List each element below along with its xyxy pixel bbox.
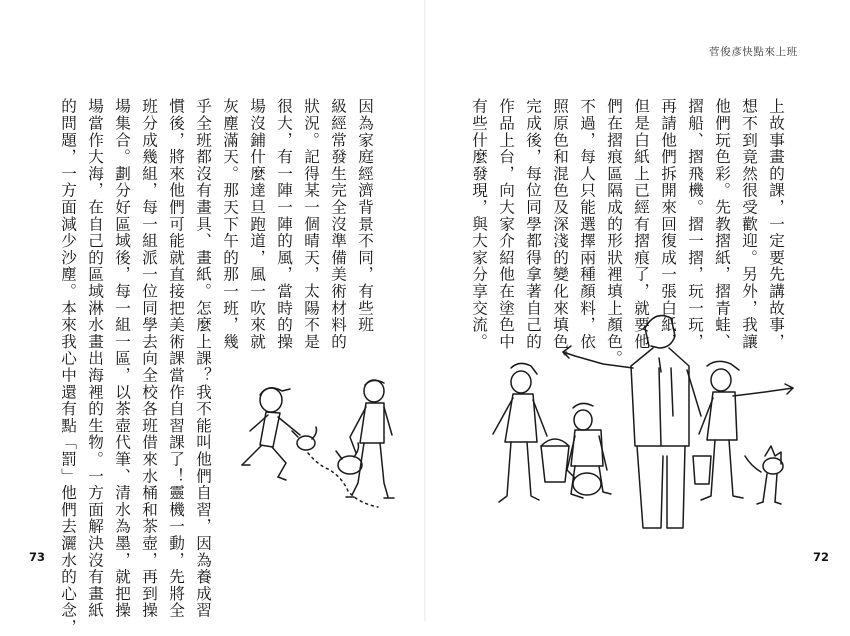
teacher-and-children-sketch-icon [475,306,805,536]
text-column: 慣後，將來他們可能就直接把美術課當作自習課了！靈機一動，先將全 [167,98,185,619]
text-column: 照原色和混色及深淺的變化來填色。 [551,98,569,367]
running-head: 菅俊彥快點來上班 [709,46,798,58]
text-column: 不過，每人只能選擇兩種顏料，依 [578,98,596,350]
text-column: 場沒鋪什麼達旦跑道，風一吹來就 [248,98,266,350]
text-column: 場集合。劃分好區域後，每一組一區，以茶壺代筆、清水為墨，就把操 [113,98,131,619]
text-column: 作品上台，向大家介紹他在塗色中 [497,98,515,350]
text-column: 他們玩色彩。先教摺紙，摺青蛙、 [713,98,731,350]
text-column: 很大，有一陣一陣的風，當時的操 [275,98,293,350]
text-column: 因為家庭經濟背景不同，有些班 [356,98,374,334]
text-column: 摺船、摺飛機。摺一摺，玩一玩， [686,98,704,350]
text-column: 級經常發生完全沒準備美術材料的 [329,98,347,350]
text-column: 想不到竟然很受歡迎。另外，我讓 [740,98,758,350]
text-column: 場當作大海，在自己的區域淋水畫出海裡的生物。一方面解決沒有畫紙 [86,98,104,619]
text-column: 班分成幾組，每一組派一位同學去向全校各班借來水桶和茶壺，再到操 [140,98,158,619]
text-column: 狀況。記得某一個晴天，太陽不是 [302,98,320,350]
text-column: 再請他們拆開來回復成一張白紙， [659,98,677,350]
page-number: 73 [29,550,46,564]
text-column: 完成後，每位同學都得拿著自己的 [524,98,542,350]
text-column: 乎全班都沒有畫具、畫紙。怎麼上課？我不能叫他們自習，因為養成習 [194,98,212,619]
text-column: 們在摺痕區隔成的形狀裡填上顏色。 [605,98,623,367]
text-column: 但是白紙上已經有摺痕了，就要他 [632,98,650,350]
text-column: 有些什麼發現，與大家分享交流。 [470,98,488,350]
text-column: 灰塵滿天。那天下午的那一班，幾 [221,98,239,350]
text-column: 的問題，一方面減少沙塵。本來我心中還有點「罰」他們去灑水的心念， [59,98,77,636]
page-number: 72 [813,550,830,564]
children-watering-sketch-icon [238,365,423,525]
text-column: 上故事畫的課，一定要先講故事， [767,98,785,350]
